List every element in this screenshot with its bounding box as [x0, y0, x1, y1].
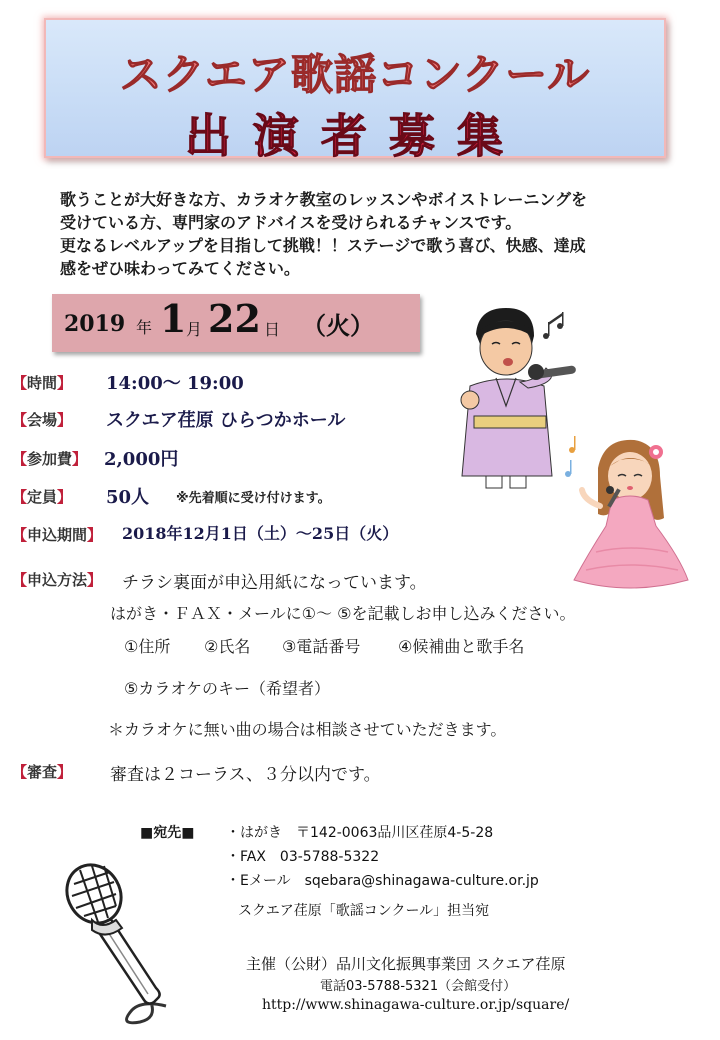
method-item: ③電話番号: [282, 637, 361, 656]
method-value: チラシ裏面が申込用紙になっています。: [122, 573, 427, 593]
date-month: 1: [160, 296, 187, 341]
title-banner: [44, 18, 666, 163]
date-month-suffix: 月: [186, 320, 203, 339]
method-label: 【申込方法】: [12, 571, 103, 589]
intro-line: 歌うことが大好きな方、カラオケ教室のレッスンやボイストレーニングを: [60, 190, 588, 209]
microphone-icon: [62, 850, 192, 1030]
judging-label: 【審査】: [12, 763, 73, 781]
time-value: 14:00～ 19:00: [106, 373, 244, 394]
method-item: ①住所: [124, 637, 171, 656]
judging-value: 審査は２コーラス、３分以内です。: [110, 765, 381, 785]
address-fax: ・FAX 03-5788-5322: [226, 849, 380, 865]
venue-label: 【会場】: [12, 411, 73, 429]
address-email: ・Eメール sqebara@shinagawa-culture.or.jp: [226, 873, 539, 889]
date-day-suffix: 日: [264, 320, 281, 339]
venue-value: スクエア荏原 ひらつかホール: [106, 410, 346, 431]
method-item: ⑤カラオケのキー（希望者）: [124, 679, 331, 698]
fee-value: 2,000円: [104, 449, 179, 470]
method-item: ②氏名: [204, 637, 251, 656]
address-postcard: ・はがき 〒142-0063品川区荏原4-5-28: [226, 825, 494, 841]
address-attention: スクエア荏原「歌謡コンクール」担当宛: [238, 903, 490, 919]
period-value: 2018年12月1日（土）～25日（火）: [122, 524, 399, 543]
capacity-label: 【定員】: [12, 488, 73, 506]
intro-line: 受けている方、専門家のアドバイスを受けられるチャンスです。: [60, 213, 522, 232]
period-label: 【申込期間】: [12, 526, 103, 544]
intro-text: [60, 188, 680, 280]
time-label: 【時間】: [12, 374, 73, 392]
date-year-suffix: 年: [136, 318, 153, 337]
method-note: ＊カラオケに無い曲の場合は相談させていただきます。: [108, 720, 507, 739]
music-note-icon: [565, 436, 576, 477]
female-singer-illustration: [560, 430, 700, 590]
organizer: 主催（公財）品川文化振興事業団 スクエア荏原: [246, 955, 566, 973]
music-note-icon: [543, 312, 564, 339]
recruitment-heading: 出演者募集: [185, 109, 525, 163]
intro-line: 感をぜひ味わってみてください。: [60, 259, 300, 278]
capacity-note: ※先着順に受け付けます。: [176, 491, 331, 506]
fee-label: 【参加費】: [12, 450, 88, 468]
method-item: ④候補曲と歌手名: [398, 637, 525, 656]
date-day: 22: [208, 296, 261, 341]
address-heading: ■宛先■: [140, 825, 195, 841]
intro-line: 更なるレベルアップを目指して挑戦！！ステージで歌う喜び、快感、達成: [60, 236, 586, 255]
organizer-url: http://www.shinagawa-culture.or.jp/square/: [262, 997, 570, 1013]
date-year: 2019: [64, 311, 126, 337]
organizer-phone: 電話03-5788-5321（会館受付）: [320, 979, 517, 994]
event-date: [52, 294, 420, 352]
date-weekday: （火）: [302, 311, 374, 340]
capacity-value: 50人: [106, 487, 150, 508]
method-instruction: はがき・ＦＡＸ・メールに①～ ⑤を記載しお申し込みください。: [110, 604, 576, 623]
event-title: スクエア歌謡コンクール: [119, 50, 591, 99]
